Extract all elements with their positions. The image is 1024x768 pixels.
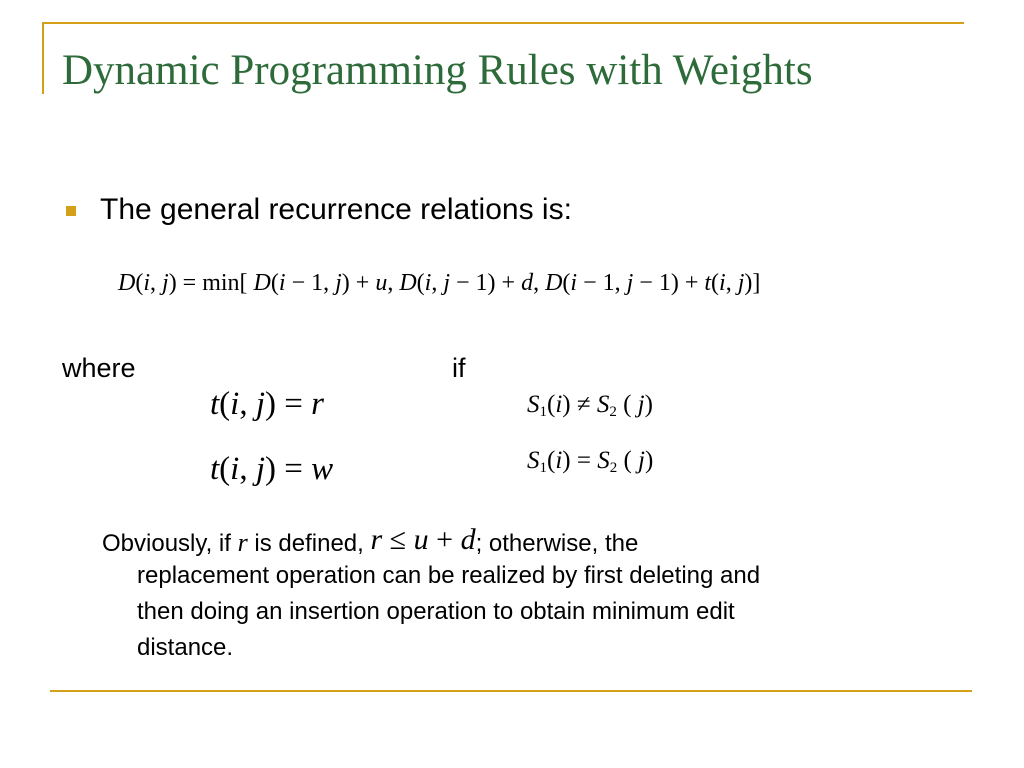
cost-equation-replace: t(i, j) = r bbox=[210, 386, 324, 422]
if-label: if bbox=[452, 353, 466, 383]
condition-equal: $S_1(i) = S_2$ ( j) bbox=[527, 447, 654, 476]
variable-r: r bbox=[237, 528, 248, 557]
paragraph-text: ; otherwise, the bbox=[475, 530, 639, 557]
condition-not-equal: $S_1(i) \ne S_2$ ( j) bbox=[527, 391, 653, 420]
where-label: where bbox=[62, 353, 136, 383]
paragraph-line: then doing an insertion operation to obtain minimum edit bbox=[137, 598, 735, 625]
bottom-rule bbox=[50, 690, 972, 692]
paragraph-line bbox=[102, 522, 972, 558]
recurrence-equation: D(i, j) = min[ D(i − 1, j) + u, D(i, j − 1) + d, D(i − 1, j − 1) + t(i, j)] bbox=[118, 270, 761, 296]
paragraph-line: replacement operation can be realized by first deleting and bbox=[137, 562, 761, 589]
inequality-formula: r ≤ u + d bbox=[370, 523, 476, 556]
paragraph-text: is defined, bbox=[254, 530, 364, 557]
cost-equation-match: t(i, j) = w bbox=[210, 451, 334, 487]
left-rule bbox=[42, 22, 44, 94]
bullet-square-icon bbox=[66, 206, 76, 216]
slide-title: Dynamic Programming Rules with Weights bbox=[62, 47, 813, 94]
top-rule bbox=[42, 22, 964, 24]
paragraph-text: Obviously, if bbox=[102, 530, 231, 557]
bullet-text: The general recurrence relations is: bbox=[100, 193, 572, 226]
paragraph-line: distance. bbox=[137, 634, 234, 661]
explanation-paragraph bbox=[102, 522, 972, 666]
